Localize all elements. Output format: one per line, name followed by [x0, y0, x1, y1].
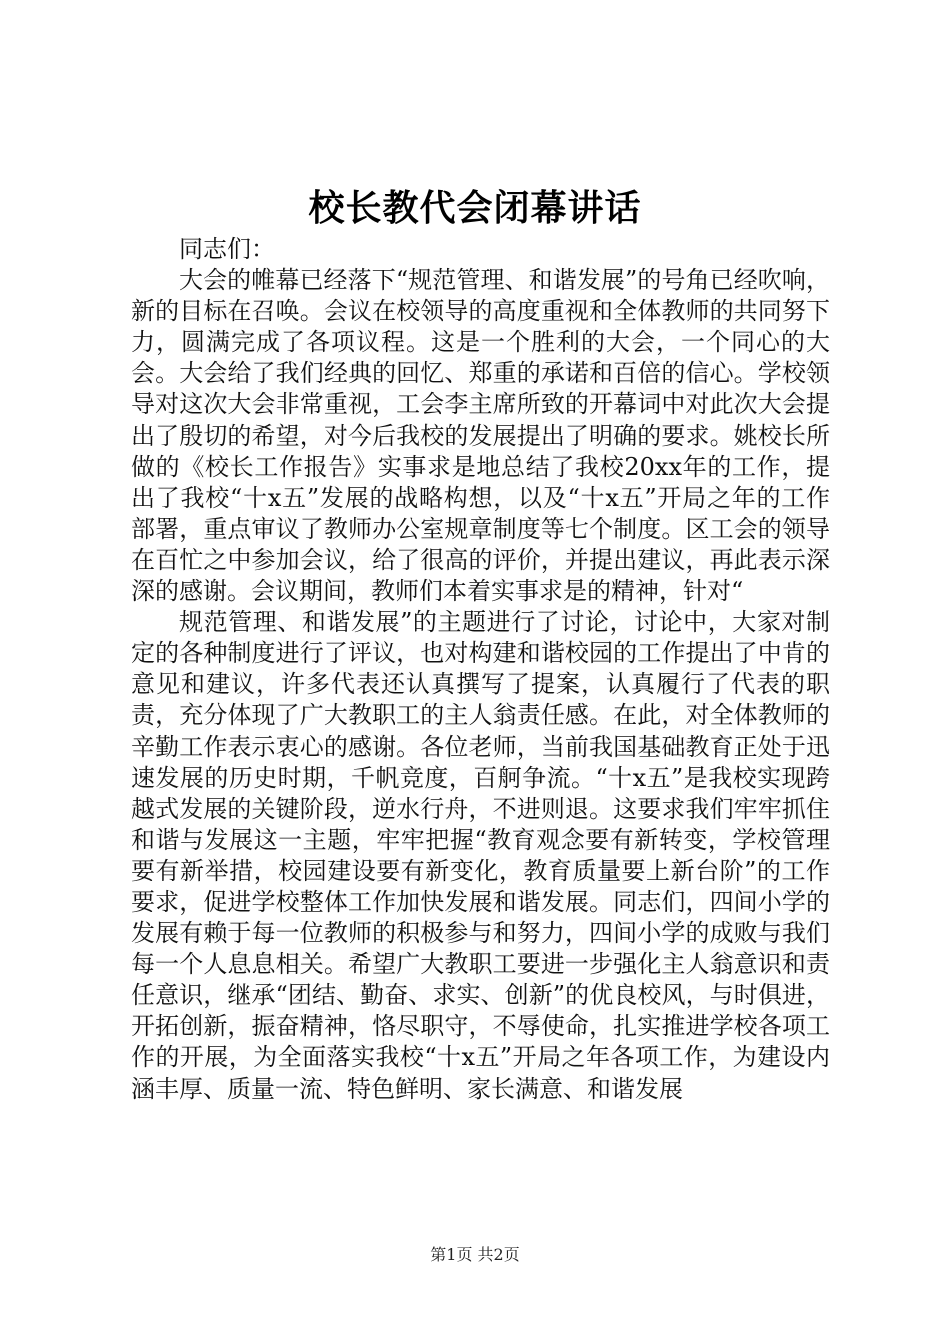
document-body	[131, 234, 830, 1105]
document-title: 校长教代会闭幕讲话	[308, 187, 642, 229]
body-paragraph-1: 大会的帷幕已经落下“规范管理、和谐发展”的号角已经吹响，新的目标在召唤。会议在校领导的高度重视和全体教师的共同努下力，圆满完成了各项议程。这是一个胜利的大会，一个同心的大会。大会给了我们经典的回忆、郑重的承诺和百倍的信心。学校领导对这次大会非常重视，工会李主席所致的开幕词中对此次大会提出了殷切的希望，对今后我校的发展提出了明确的要求。姚校长所做的《校长工作报告》实事求是地总结了我校20xx年的工作，提出了我校“十x五”发展的战略构想，以及“十x五”开局之年的工作部署，重点审议了教师办公室规章制度等七个制度。区工会的领导在百忙之中参加会议，给了很高的评价，并提出建议，再此表示深深的感谢。会议期间，教师们本着实事求是的精神，针对“	[131, 266, 830, 606]
salutation: 同志们：	[179, 235, 275, 263]
page-footer: 第1页 共2页	[430, 1245, 520, 1264]
body-paragraph-2: 规范管理、和谐发展”的主题进行了讨论，讨论中，大家对制定的各种制度进行了评议，也对构建和谐校园的工作提出了中肯的意见和建议，许多代表还认真撰写了提案，认真履行了代表的职责，充分体现了广大教职工的主人翁责任感。在此，对全体教师的辛勤工作表示衷心的感谢。各位老师，当前我国基础教育正处于迅速发展的历史时期，千帆竞度，百舸争流。“十x五”是我校实现跨越式发展的关键阶段，逆水行舟，不进则退。这要求我们牢牢抓住和谐与发展这一主题，牢牢把握“教育观念要有新转变，学校管理要有新举措，校园建设要有新变化，教育质量要上新台阶”的工作要求，促进学校整体工作加快发展和谐发展。同志们，四间小学的发展有赖于每一位教师的积极参与和努力，四间小学的成败与我们每一个人息息相关。希望广大教职工要进一步强化主人翁意识和责任意识，继承“团结、勤奋、求实、创新”的优良校风，与时俱进，开拓创新，振奋精神，恪尽职守，不辱使命，扎实推进学校各项工作的开展，为全面落实我校“十x五”开局之年各项工作，为建设内涵丰厚、质量一流、特色鲜明、家长满意、和谐发展	[131, 608, 830, 1103]
